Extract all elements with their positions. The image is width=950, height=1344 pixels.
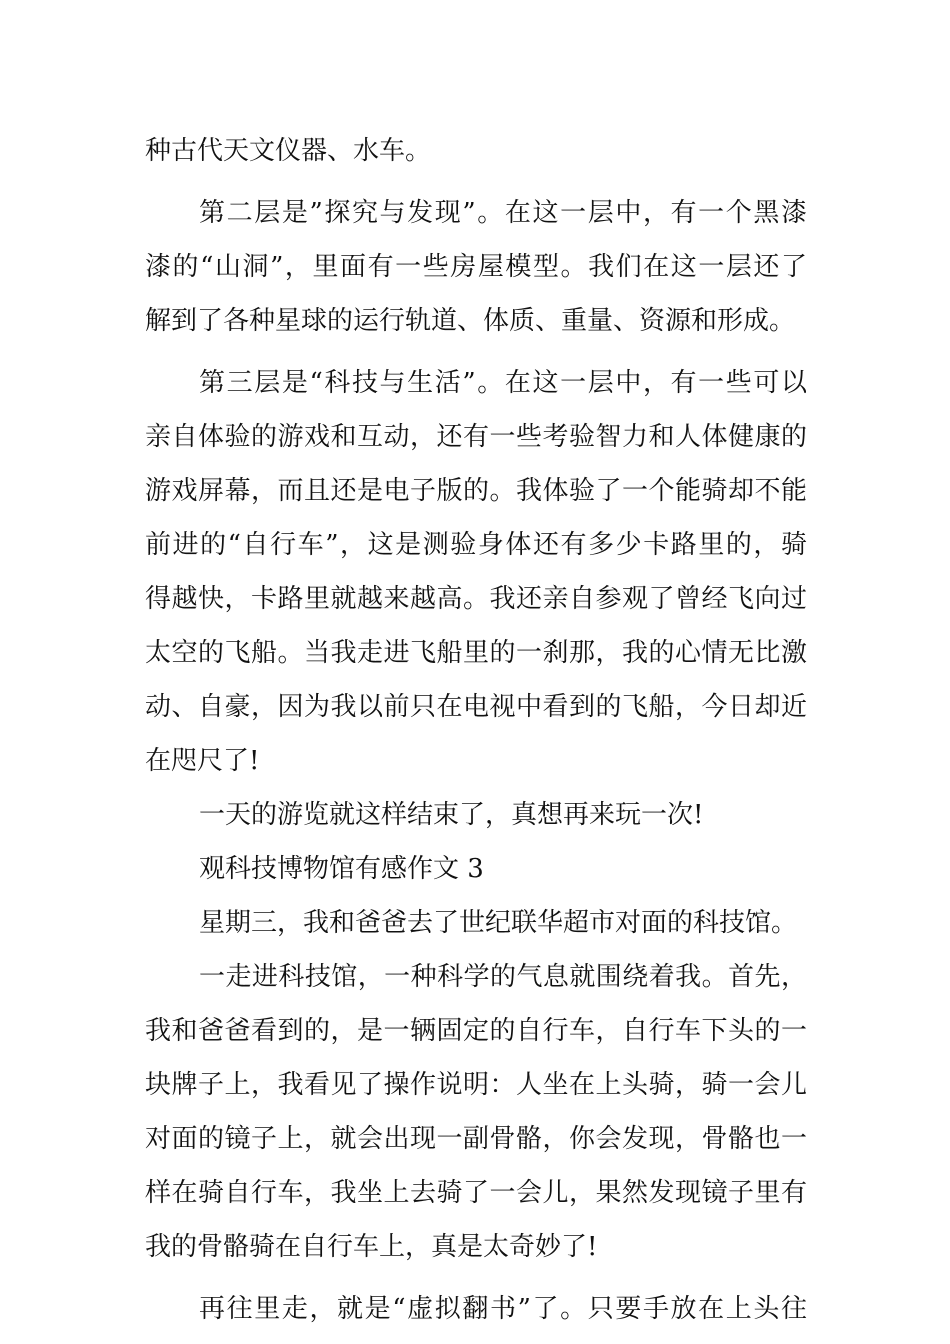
text-line: 太空的飞船。当我走进飞船里的一刹那，我的心情无比激	[145, 638, 807, 668]
article-body	[145, 124, 807, 1336]
text-line: 对面的镜子上，就会出现一副骨骼，你会发现，骨骼也一	[145, 1124, 807, 1154]
text-line: 我和爸爸看到的，是一辆固定的自行车，自行车下头的一	[145, 1016, 807, 1046]
text-line: 亲自体验的游戏和互动，还有一些考验智力和人体健康的	[145, 422, 807, 452]
paragraph-first-line: 再往里走，就是“虚拟翻书”了。只要手放在上头往	[199, 1294, 807, 1324]
text-line: 在咫尺了!	[145, 746, 260, 776]
paragraph-first-line: 一走进科技馆，一种科学的气息就围绕着我。首先，	[199, 962, 807, 992]
text-line: 动、自豪，因为我以前只在电视中看到的飞船，今日却近	[145, 692, 807, 722]
text-line: 我的骨骼骑在自行车上，真是太奇妙了!	[145, 1232, 598, 1262]
text-line: 样在骑自行车，我坐上去骑了一会儿，果然发现镜子里有	[145, 1178, 807, 1208]
paragraph-first-line: 第三层是“科技与生活”。在这一层中，有一些可以	[199, 368, 807, 398]
text-line: 前进的“自行车”，这是测验身体还有多少卡路里的，骑	[145, 530, 807, 560]
text-line: 得越快，卡路里就越来越高。我还亲自参观了曾经飞向过	[145, 584, 807, 614]
text-line: 种古代天文仪器、水车。	[145, 136, 432, 166]
text-line: 解到了各种星球的运行轨道、体质、重量、资源和形成。	[145, 306, 796, 336]
text-line: 漆的“山洞”，里面有一些房屋模型。我们在这一层还了	[145, 252, 807, 282]
text-line: 游戏屏幕，而且还是电子版的。我体验了一个能骑却不能	[145, 476, 807, 506]
paragraph-first-line: 星期三，我和爸爸去了世纪联华超市对面的科技馆。	[199, 908, 798, 938]
text-line: 块牌子上，我看见了操作说明：人坐在上头骑，骑一会儿	[145, 1070, 807, 1100]
paragraph-first-line: 一天的游览就这样结束了，真想再来玩一次!	[199, 800, 704, 830]
paragraph-first-line: 第二层是”探究与发现”。在这一层中，有一个黑漆	[199, 198, 807, 228]
section-heading: 观科技博物馆有感作文 3	[199, 854, 484, 884]
